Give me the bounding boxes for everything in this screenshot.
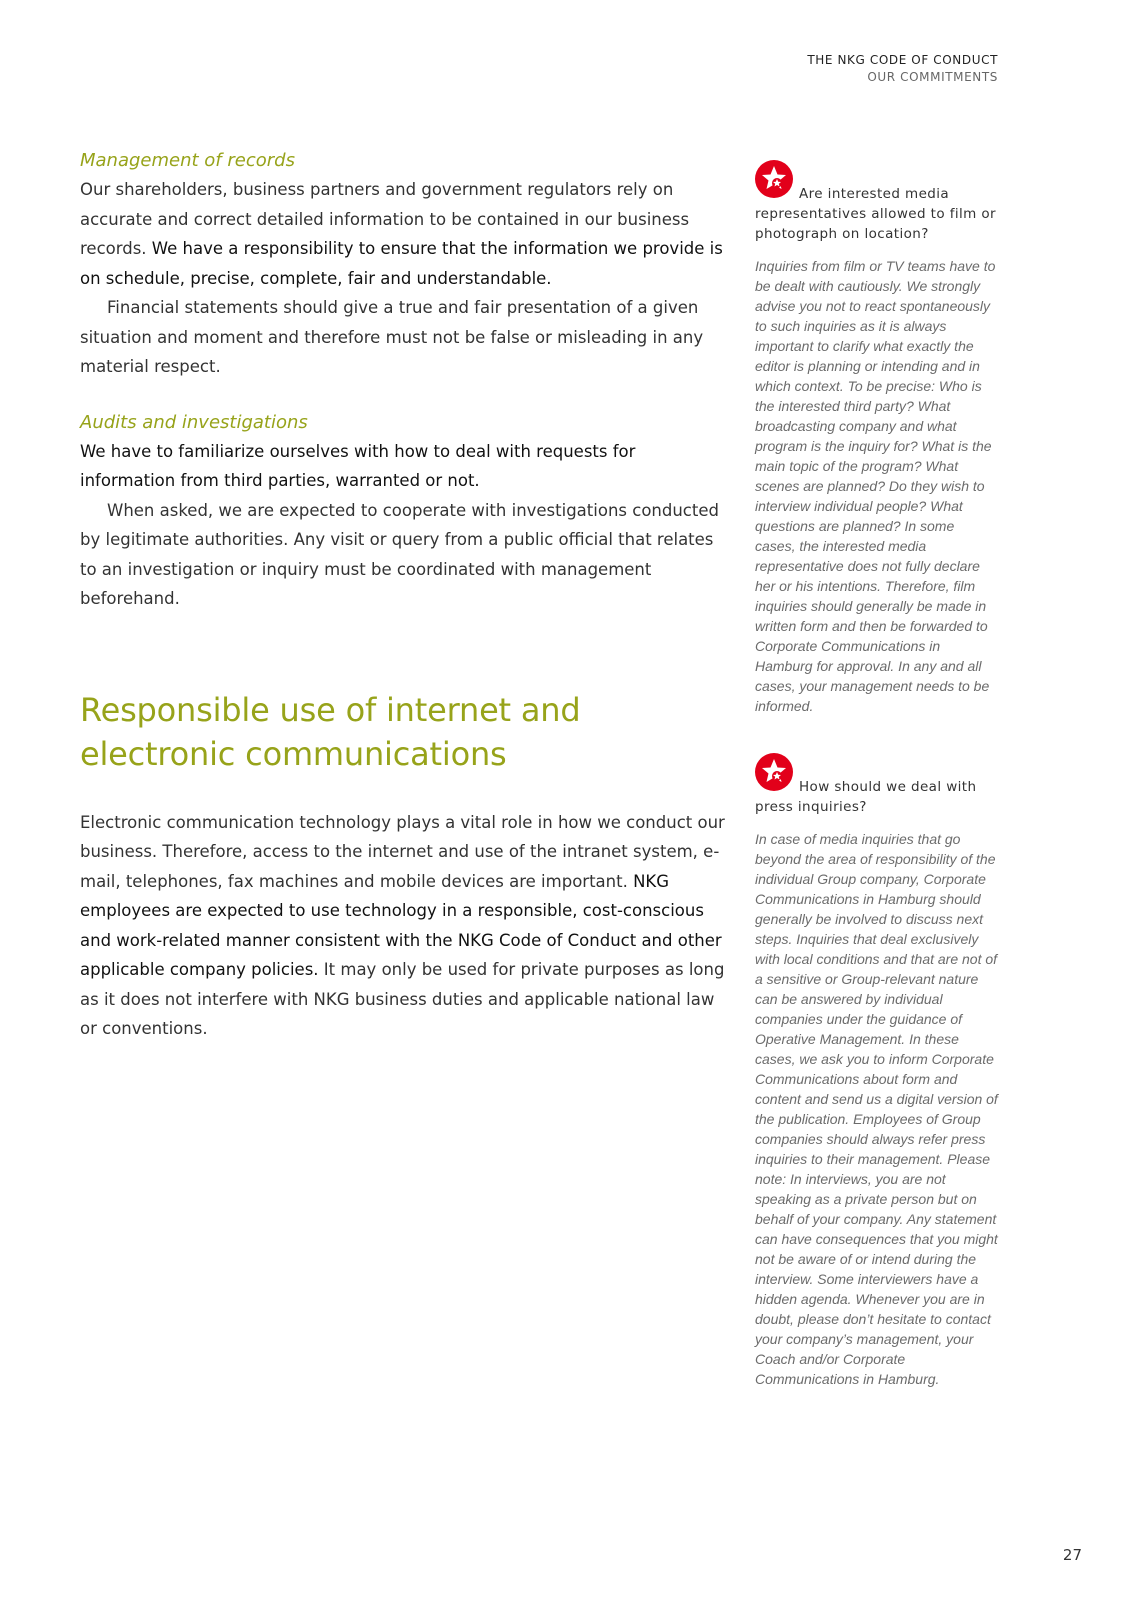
internet-section-title: Responsible use of internet and electronic communications (80, 690, 581, 773)
sidebar-answer-1: Inquiries from film or TV teams have to be dealt with cautiously. We strongly advise you not to react spontaneously to such inquiries as it is always important to clarify what exactly the editor is planning or intending and in which context. To be precise: Who is the interested third party? What broadcasting company and what program is the inquiry for? What is the main topic of the program? What scenes are planned? Do they wish to interview individual people? What questions are planned? In some cases, the interested media representative does not fully declare her or his intentions. Therefore, film inquiries should generally be made in written form and then be forwarded to Corporate Communications in Hamburg for approval. In any and all cases, your management needs to be informed. (755, 258, 996, 714)
header-title: THE NKG CODE OF CONDUCT (807, 53, 998, 67)
sidebar-question-1-text: Are interested media representatives allowed to film or photograph on location? (755, 186, 997, 242)
sidebar-answer-2: In case of media inquiries that go beyond the area of responsibility of the individual Group company, Corporate Communications in Hamburg should generally be involved to discuss next steps. Inquiries that deal exclusively with local conditions and that are not of a sensitive or Group-relevant nature can be answered by individual companies under the guidance of Operative Management. In these cases, we ask you to inform Corporate Communications about form and content and send us a digital version of the publication. Employees of Group companies should always refer press inquiries to their management. Please note: In interviews, you are not speaking as a private person but on behalf of your company. Any statement can have consequences that you might not be aware of or intend during the interview. Some interviewers have a hidden agenda. Whenever you are in doubt, please don’t hesitate to contact your company’s management, your Coach and/or Corporate Communications in Hamburg. (755, 831, 998, 1387)
internet-paragraph (80, 808, 730, 1044)
running-header (807, 52, 998, 86)
records-paragraph-1 (80, 175, 730, 293)
internet-p1-emphasis: NKG employees are expected to use technology in a responsible, cost-conscious and work-related manner consistent with the NKG Code of Conduct and other applicable company policies. (80, 871, 722, 979)
audits-paragraph-2: When asked, we are expected to cooperate with investigations conducted by legitimate authorities. Any visit or query from a public official that relates to an investigation or inquiry must be coordinated with management beforehand. (80, 500, 719, 608)
records-heading: Management of records (80, 150, 295, 171)
main-column (80, 146, 730, 1044)
records-paragraph-2: Financial statements should give a true and fair presentation of a given situation and moment and therefore must not be false or misleading in any material respect. (80, 298, 704, 376)
star-badge-icon (755, 160, 793, 198)
star-badge-icon (755, 753, 793, 791)
header-subtitle: OUR COMMITMENTS (867, 70, 998, 84)
sidebar-box-press (755, 753, 998, 1389)
records-p1-emphasis: We have a responsibility to ensure that the information we provide is on schedule, precise, complete, fair and understandable. (80, 239, 723, 288)
internet-p1-text: Electronic communication technology plays a vital role in how we conduct our business. Therefore, access to the internet and use of the intranet system, e-mail, telephones, fax machines and mobile devices are important. (80, 812, 725, 891)
sidebar-box-filming (755, 160, 998, 716)
sidebar-question-2-text: How should we deal with press inquiries? (755, 779, 977, 815)
audits-heading: Audits and investigations (80, 411, 308, 433)
records-p1-text: Our shareholders, business partners and government regulators rely on accurate and correct detailed information to be contained in our business records. (80, 180, 690, 258)
page-number: 27 (1062, 1546, 1082, 1564)
audits-paragraph-1: We have to familiarize ourselves with how to deal with requests for information from third parties, warranted or not. (80, 441, 636, 490)
internet-p1-tail: It may only be used for private purposes as long as it does not interfere with NKG business duties and applicable national law or conventions. (80, 960, 725, 1038)
